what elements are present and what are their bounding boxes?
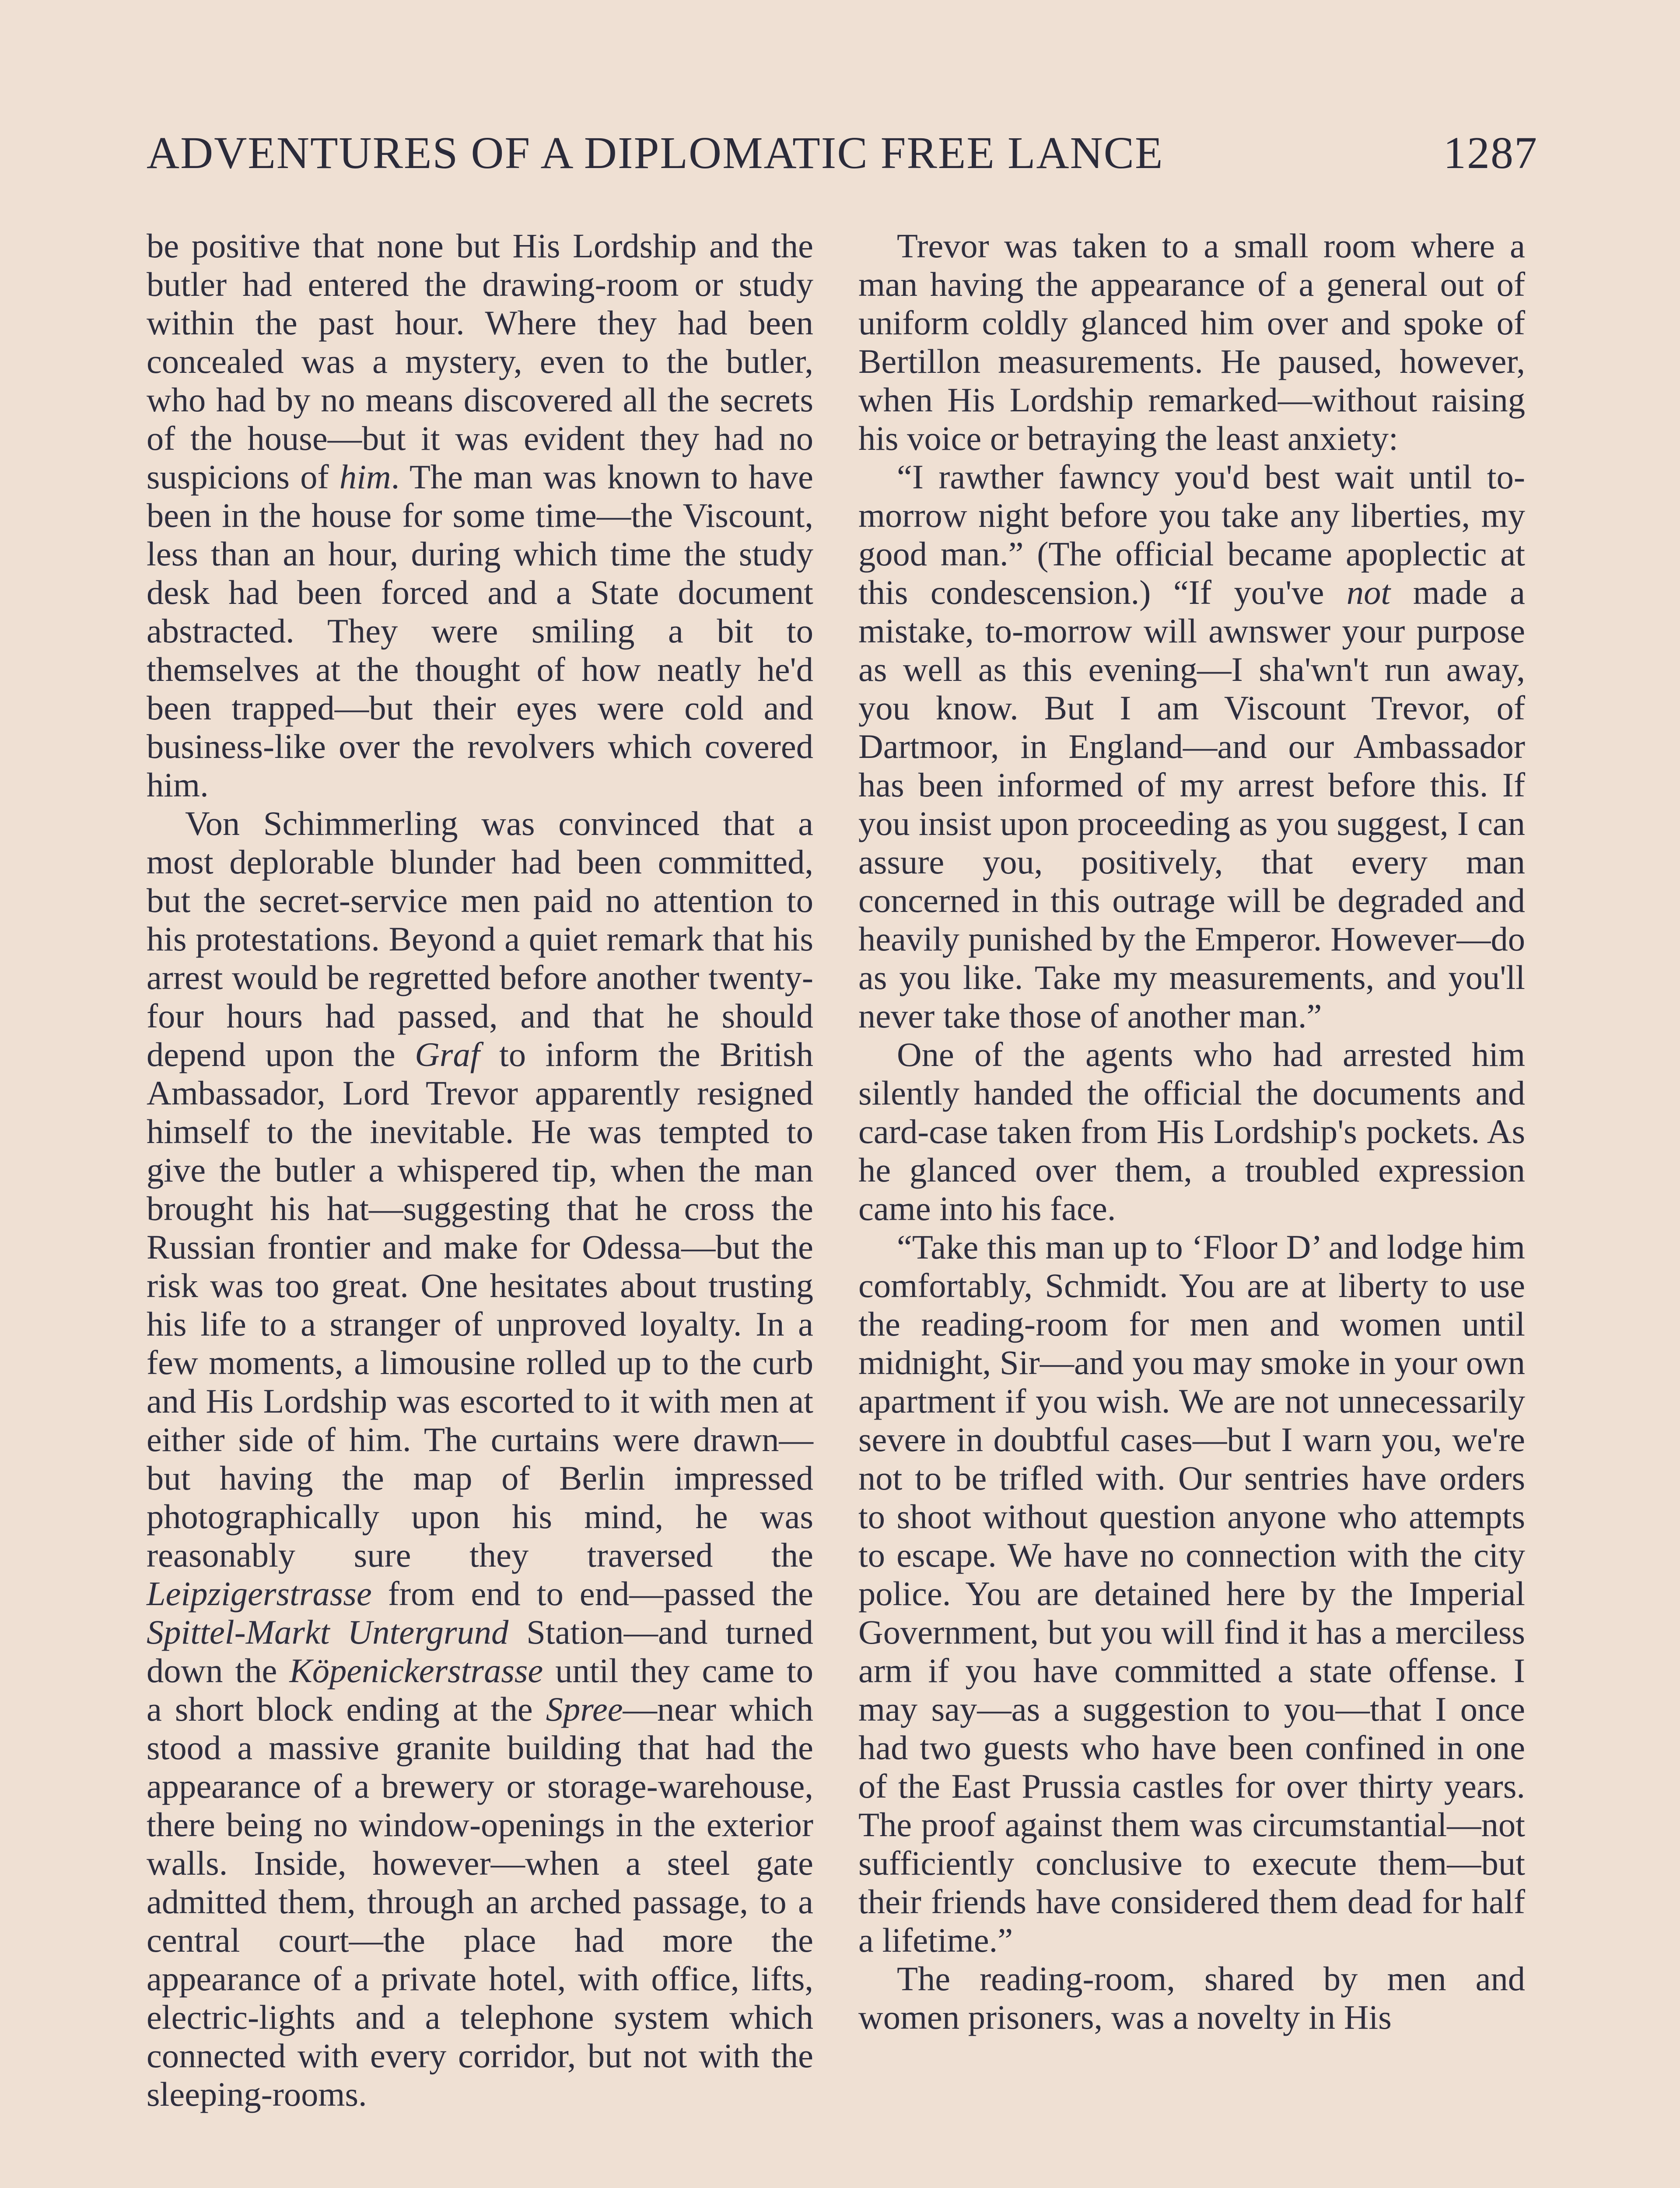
text-run: until they came to a short block ending at the [147, 1652, 813, 1728]
paragraph [858, 1035, 1525, 1228]
paragraph [858, 1960, 1525, 2037]
italic-text: Spittel-Markt Untergrund [147, 1613, 509, 1651]
italic-text: Leipzigerstrasse [147, 1574, 372, 1613]
paragraph [858, 1228, 1525, 1960]
text-run: to inform the British Ambassador, Lord Trevor apparently resigned himself to the inevitable. He was tempted to give the butler a whispered tip, when the man brought his hat—suggesting that he cross the Russian frontier and make for Odessa—but the risk was too great. One hesitates about trusting his life to a stranger of unproved loyalty. In a few moments, a limousine rolled up to the curb and His Lordship was escorted to it with men at either side of him. The curtains were drawn—but having the map of Berlin impressed photographically upon his mind, he was reasonably sure they traversed the [147, 1035, 814, 1574]
text-run: Trevor was taken to a small room where a man having the appearance of a general out of uniform coldly glanced him over and spoke of Bertillon measurements. He paused, however, when His Lordship remarked—without raising his voice or betraying the least anxiety: [858, 227, 1525, 457]
text-run: The reading-room, shared by men and women prisoners, was a novelty in His [858, 1960, 1525, 2036]
paragraph [858, 458, 1525, 1035]
text-run: be positive that none but His Lordship and the butler had entered the drawing-room or study within the past hour. Where they had been concealed was a mystery, even to the butler, who had by no means discovered all the secrets of the house—but it was evident they had no suspicions of [147, 227, 813, 496]
text-run: “Take this man up to ‘Floor D’ and lodge him comfortably, Schmidt. You are at liberty to use the reading-room for men and women until midnight, Sir—and you may smoke in your own apartment if you wish. We are not unnecessarily severe in doubtful cases—but I warn you, we're not to be trifled with. Our sentries have orders to shoot without question anyone who attempts to escape. We have no connection with the city police. You are detained here by the Imperial Government, but you will find it has a merciless arm if you have committed a state offense. I may say—as a suggestion to you—that I once had two guests who have been confined in one of the East Prussia castles for over thirty years. The proof against them was circumstantial—not sufficiently conclusive to execute them—but their friends have considered them dead for half a lifetime.” [858, 1228, 1525, 1959]
running-header [147, 127, 1538, 179]
text-run: “I rawther fawncy you'd best wait until to-morrow night before you take any liberties, my good man.” (The official became apoplectic at this condescension.) “If you've [858, 458, 1525, 611]
paragraph [147, 227, 813, 804]
italic-text: Köpenickerstrasse [289, 1652, 543, 1690]
text-run: —near which stood a massive granite building that had the appearance of a brewery or storage-warehouse, there being no window-openings in the exterior walls. Inside, however—when a steel gate admitted them, through an arched passage, to a central court—the place had more the appearance of a private hotel, with office, lifts, electric-lights and a telephone system which connected with every corridor, but not with the sleeping-rooms. [147, 1690, 814, 2113]
text-run: Von Schimmerling was convinced that a most deplorable blunder had been committed, but the secret-service men paid no attention to his protestations. Beyond a quiet remark that his arrest would be regretted before another twenty-four hours had passed, and that he should depend upon the [147, 804, 813, 1073]
left-column [147, 227, 813, 2114]
paragraph [858, 227, 1525, 458]
text-run: Station—and turned down the [147, 1613, 813, 1690]
paragraph [147, 804, 813, 2114]
italic-text: him [339, 458, 391, 496]
text-run: from end to end—passed the [371, 1574, 813, 1613]
page-number: 1287 [1443, 128, 1538, 178]
text-run: made a mistake, to-morrow will awnswer your purpose as well as this evening—I sha'wn't run away, you know. But I am Viscount Trevor, of Dartmoor, in England—and our Ambassador has been informed of my arrest before this. If you insist upon proceeding as you suggest, I can assure you, positively, that every man concerned in this outrage will be degraded and heavily punished by the Emperor. However—do as you like. Take my measurements, and you'll never take those of another man.” [858, 573, 1525, 1035]
italic-text: Graf [415, 1035, 480, 1073]
text-run: One of the agents who had arrested him silently handed the official the documents and card-case taken from His Lordship's pockets. As he glanced over them, a troubled expression came into his face. [858, 1035, 1525, 1227]
text-run: . The man was known to have been in the house for some time—the Viscount, less than an hour, during which time the study desk had been forced and a State document abstracted. They were smiling a bit to themselves at the thought of how neatly he'd been trapped—but their eyes were cold and business-like over the revolvers which covered him. [147, 458, 814, 804]
italic-text: Spree [546, 1690, 623, 1728]
right-column [858, 227, 1525, 2037]
italic-text: not [1346, 573, 1391, 611]
running-title: ADVENTURES OF A DIPLOMATIC FREE LANCE [147, 128, 1164, 178]
